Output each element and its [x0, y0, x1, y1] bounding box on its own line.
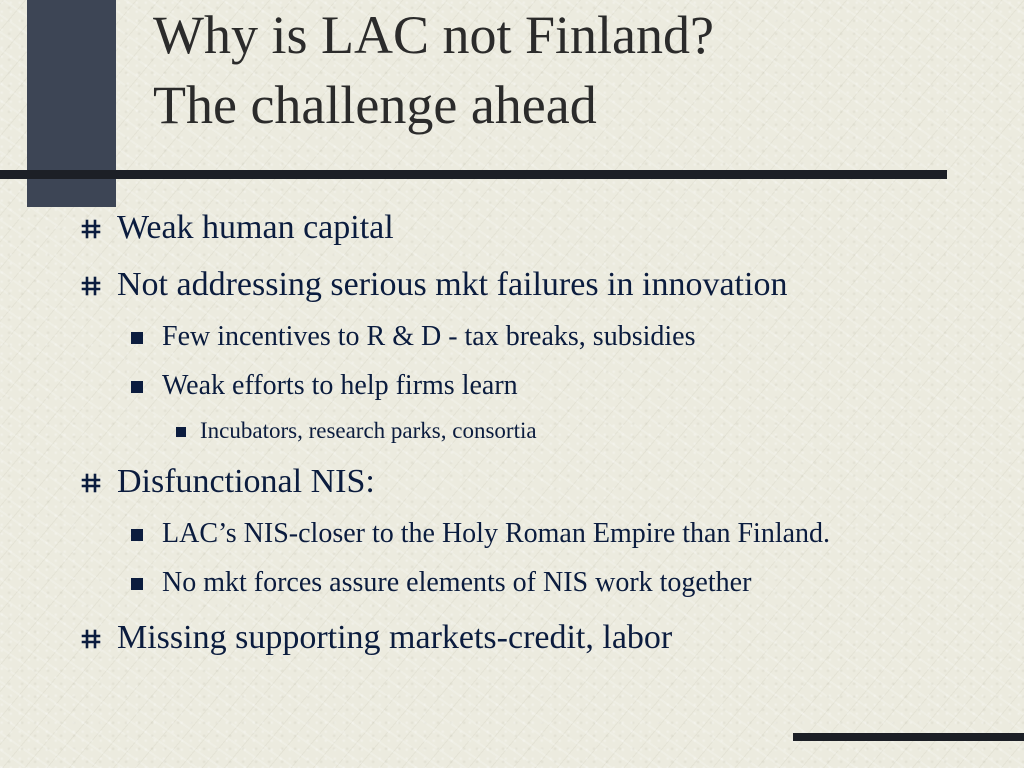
square-bullet-icon: [131, 381, 143, 393]
bullet-item: Disfunctional NIS:: [117, 463, 375, 500]
sub-bullet-item: Few incentives to R & D - tax breaks, subsidies: [162, 321, 696, 352]
slide-title-line-1: Why is LAC not Finland?: [153, 5, 714, 65]
square-bullet-icon: [176, 427, 186, 437]
slide-title-line-2: The challenge ahead: [153, 75, 597, 135]
bullet-item: Weak human capital: [117, 209, 394, 246]
hash-bullet-icon: [81, 473, 101, 493]
sub-bullet-item: No mkt forces assure elements of NIS work together: [162, 567, 752, 598]
sub-sub-bullet-item: Incubators, research parks, consortia: [200, 418, 537, 443]
sub-bullet-item: LAC’s NIS-closer to the Holy Roman Empire than Finland.: [162, 518, 831, 549]
hash-bullet-icon: [81, 629, 101, 649]
square-bullet-icon: [131, 332, 143, 344]
bullet-item: Not addressing serious mkt failures in innovation: [117, 266, 788, 303]
hash-bullet-icon: [81, 276, 101, 296]
square-bullet-icon: [131, 529, 143, 541]
bullet-item: Missing supporting markets-credit, labor: [117, 619, 673, 656]
square-bullet-icon: [131, 578, 143, 590]
hash-bullet-icon: [81, 219, 101, 239]
sub-bullet-item: Weak efforts to help firms learn: [162, 370, 518, 401]
